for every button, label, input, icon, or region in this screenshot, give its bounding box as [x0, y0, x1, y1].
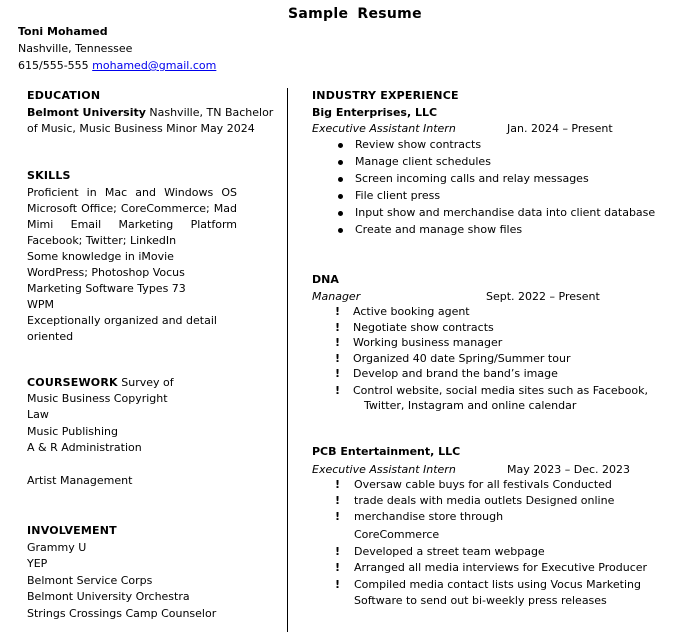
experience-heading: INDUSTRY EXPERIENCE: [312, 89, 459, 102]
candidate-phone: 615/555-555: [18, 59, 89, 72]
list-item-text: File client press: [355, 189, 441, 202]
skill-line: Microsoft Office; CoreCommerce; Mad: [27, 202, 237, 215]
bullet-dot-icon: [338, 194, 343, 199]
involvement-item: Belmont University Orchestra: [27, 590, 190, 603]
coursework-heading: COURSEWORK: [27, 376, 118, 389]
involvement-item: Strings Crossings Camp Counselor: [27, 607, 217, 620]
coursework-line-1: [27, 375, 174, 391]
column-divider: [287, 88, 288, 632]
course-item: Law: [27, 408, 49, 421]
education-line-2: of Music, Music Business Minor May 2024: [27, 122, 255, 135]
list-item-text: Review show contracts: [355, 138, 482, 151]
education-line-1: [27, 105, 273, 121]
skill-line: WordPress; Photoshop Vocus: [27, 266, 185, 279]
skill-line: Exceptionally organized and detail: [27, 314, 217, 327]
skill-line: WPM: [27, 298, 55, 311]
job-role: Manager: [312, 290, 361, 303]
involvement-heading: INVOLVEMENT: [27, 524, 117, 537]
contact-line: [18, 58, 216, 74]
skill-line: Mimi Email Marketing Platform: [27, 218, 237, 231]
skill-line: Proficient in Mac and Windows OS: [27, 186, 237, 199]
exclamation-bullet-icon: !: [335, 336, 341, 349]
course-item: Artist Management: [27, 474, 133, 487]
education-heading: EDUCATION: [27, 89, 101, 102]
list-item-text: Developed a street team webpage: [354, 545, 545, 558]
list-item-text: Develop and brand the band’s image: [353, 367, 558, 380]
involvement-item: YEP: [27, 557, 48, 570]
skills-heading: SKILLS: [27, 169, 71, 182]
exclamation-bullet-icon: !: [335, 510, 341, 523]
job-dates: Sept. 2022 – Present: [486, 290, 600, 303]
job-role: Executive Assistant Intern: [312, 122, 456, 135]
course-item: Music Business Copyright: [27, 392, 168, 405]
company-name: Big Enterprises, LLC: [312, 106, 438, 119]
exclamation-bullet-icon: !: [335, 494, 341, 507]
list-item-text: Oversaw cable buys for all festivals Conducted: [354, 478, 612, 491]
email-link[interactable]: mohamed@gmail.com: [92, 59, 217, 72]
list-item-text: Arranged all media interviews for Executive Producer: [354, 561, 648, 574]
bullet-dot-icon: [338, 160, 343, 165]
bullet-dot-icon: [338, 177, 343, 182]
course-item: Survey of: [117, 376, 174, 389]
list-item-continuation: CoreCommerce: [354, 528, 440, 541]
job-role: Executive Assistant Intern: [312, 463, 456, 476]
exclamation-bullet-icon: !: [335, 384, 341, 397]
school-name: Belmont University: [27, 106, 146, 119]
list-item-text: Input show and merchandise data into client database: [355, 206, 656, 219]
list-item-text: merchandise store through: [354, 510, 504, 523]
exclamation-bullet-icon: !: [335, 321, 341, 334]
list-item-text: Create and manage show files: [355, 223, 523, 236]
list-item-text: Working business manager: [353, 336, 503, 349]
exclamation-bullet-icon: !: [335, 305, 341, 318]
job-dates: May 2023 – Dec. 2023: [507, 463, 630, 476]
skill-line: oriented: [27, 330, 74, 343]
exclamation-bullet-icon: !: [335, 545, 341, 558]
list-item-text: Manage client schedules: [355, 155, 491, 168]
list-item-text: Control website, social media sites such as Facebook,: [353, 384, 648, 397]
page-title: Sample Resume: [288, 6, 422, 22]
list-item-continuation: Software to send out bi-weekly press releases: [354, 594, 607, 607]
exclamation-bullet-icon: !: [335, 578, 341, 591]
course-item: A & R Administration: [27, 441, 142, 454]
list-item-text: Negotiate show contracts: [353, 321, 494, 334]
exclamation-bullet-icon: !: [335, 561, 341, 574]
skill-line: Facebook; Twitter; LinkedIn: [27, 234, 177, 247]
bullet-dot-icon: [338, 143, 343, 148]
list-item-text: Organized 40 date Spring/Summer tour: [353, 352, 571, 365]
involvement-item: Grammy U: [27, 541, 87, 554]
candidate-location: Nashville, Tennessee: [18, 42, 133, 55]
bullet-dot-icon: [338, 211, 343, 216]
course-item: Music Publishing: [27, 425, 119, 438]
list-item-continuation: Twitter, Instagram and online calendar: [364, 399, 577, 412]
job-dates: Jan. 2024 – Present: [507, 122, 613, 135]
candidate-name: Toni Mohamed: [18, 25, 108, 38]
exclamation-bullet-icon: !: [335, 478, 341, 491]
list-item-text: Compiled media contact lists using Vocus Marketing: [354, 578, 641, 591]
exclamation-bullet-icon: !: [335, 352, 341, 365]
skill-line: Marketing Software Types 73: [27, 282, 186, 295]
education-detail: Nashville, TN Bachelor: [145, 106, 274, 119]
company-name: PCB Entertainment, LLC: [312, 445, 461, 458]
list-item-text: Active booking agent: [353, 305, 470, 318]
company-name: DNA: [312, 273, 339, 286]
skill-line: Some knowledge in iMovie: [27, 250, 174, 263]
list-item-text: trade deals with media outlets Designed online: [354, 494, 615, 507]
list-item-text: Screen incoming calls and relay messages: [355, 172, 589, 185]
bullet-dot-icon: [338, 228, 343, 233]
involvement-item: Belmont Service Corps: [27, 574, 153, 587]
exclamation-bullet-icon: !: [335, 367, 341, 380]
